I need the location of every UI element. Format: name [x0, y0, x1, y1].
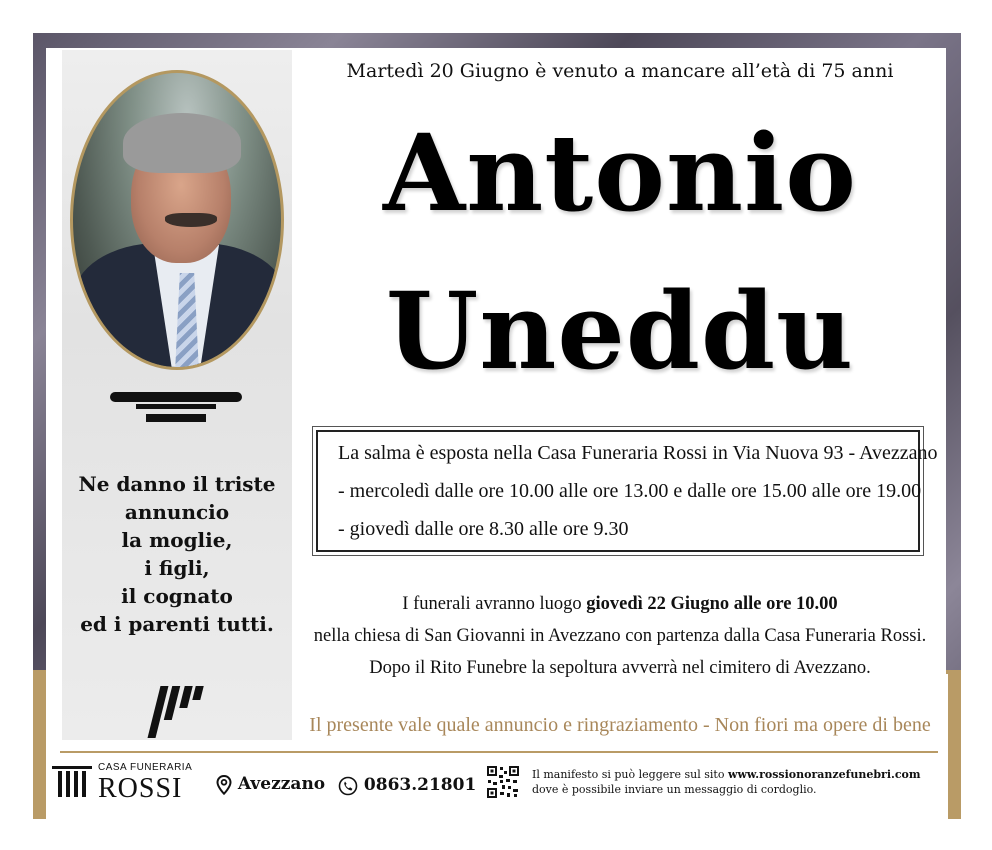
brand-subtitle: CASA FUNERARIA — [98, 762, 193, 773]
website-note — [532, 767, 921, 797]
website-note-line-1 — [532, 767, 921, 782]
location — [216, 774, 325, 795]
portrait-moustache — [165, 213, 217, 227]
location-text: Avezzano — [237, 774, 326, 794]
footer-divider — [60, 751, 938, 753]
rossi-logo-mark — [150, 686, 204, 738]
funeral-line-3: Dopo il Rito Funebre la sepoltura avverrà nel cimitero di Avezzano. — [369, 658, 871, 678]
map-pin-icon — [216, 775, 232, 795]
phone — [338, 775, 476, 796]
mourners-text: Ne danno il triste annuncio la moglie, i figli, il cognato ed i parenti tutti. — [78, 472, 276, 636]
death-date-line: Martedì 20 Giugno è venuto a mancare all’età di 75 anni — [346, 60, 894, 82]
viewing-line-3: - giovedì dalle ore 8.30 alle ore 9.30 — [338, 518, 629, 540]
funeral-line-1 — [300, 588, 940, 620]
website-note-prefix: Il manifesto si può leggere sul sito — [532, 768, 728, 781]
thanks-line: Il presente vale quale annuncio e ringraziamento - Non fiori ma opere di bene — [309, 714, 931, 736]
website-note-line-2: dove è possibile inviare un messaggio di cordoglio. — [532, 783, 817, 796]
deceased-portrait — [70, 70, 284, 370]
columns-logo-icon — [52, 762, 98, 800]
last-name: Uneddu — [385, 268, 855, 393]
viewing-info-box — [316, 430, 938, 552]
funeral-line-2: nella chiesa di San Giovanni in Avezzano con partenza dalla Casa Funeraria Rossi. — [313, 626, 927, 646]
brand-name: ROSSI — [98, 773, 183, 804]
first-name: Antonio — [382, 110, 857, 235]
phone-number: 0863.21801 — [363, 775, 477, 795]
funeral-date-time: giovedì 22 Giugno alle ore 10.00 — [586, 594, 838, 614]
funeral-details — [300, 588, 940, 684]
funeral-home-brand — [52, 762, 202, 802]
portrait-hair — [123, 113, 241, 173]
qr-code-icon[interactable] — [486, 765, 520, 799]
phone-icon — [338, 776, 358, 796]
viewing-line-1: La salma è esposta nella Casa Funeraria Rossi in Via Nuova 93 - Avezzano — [338, 442, 938, 464]
website-link[interactable]: www.rossionoranzefunebri.com — [727, 768, 921, 781]
funeral-line-1-prefix: I funerali avranno luogo — [402, 594, 587, 614]
pedestal-ornament — [110, 392, 242, 426]
viewing-line-2: - mercoledì dalle ore 10.00 alle ore 13.00 e dalle ore 15.00 alle ore 19.00 — [338, 480, 922, 502]
